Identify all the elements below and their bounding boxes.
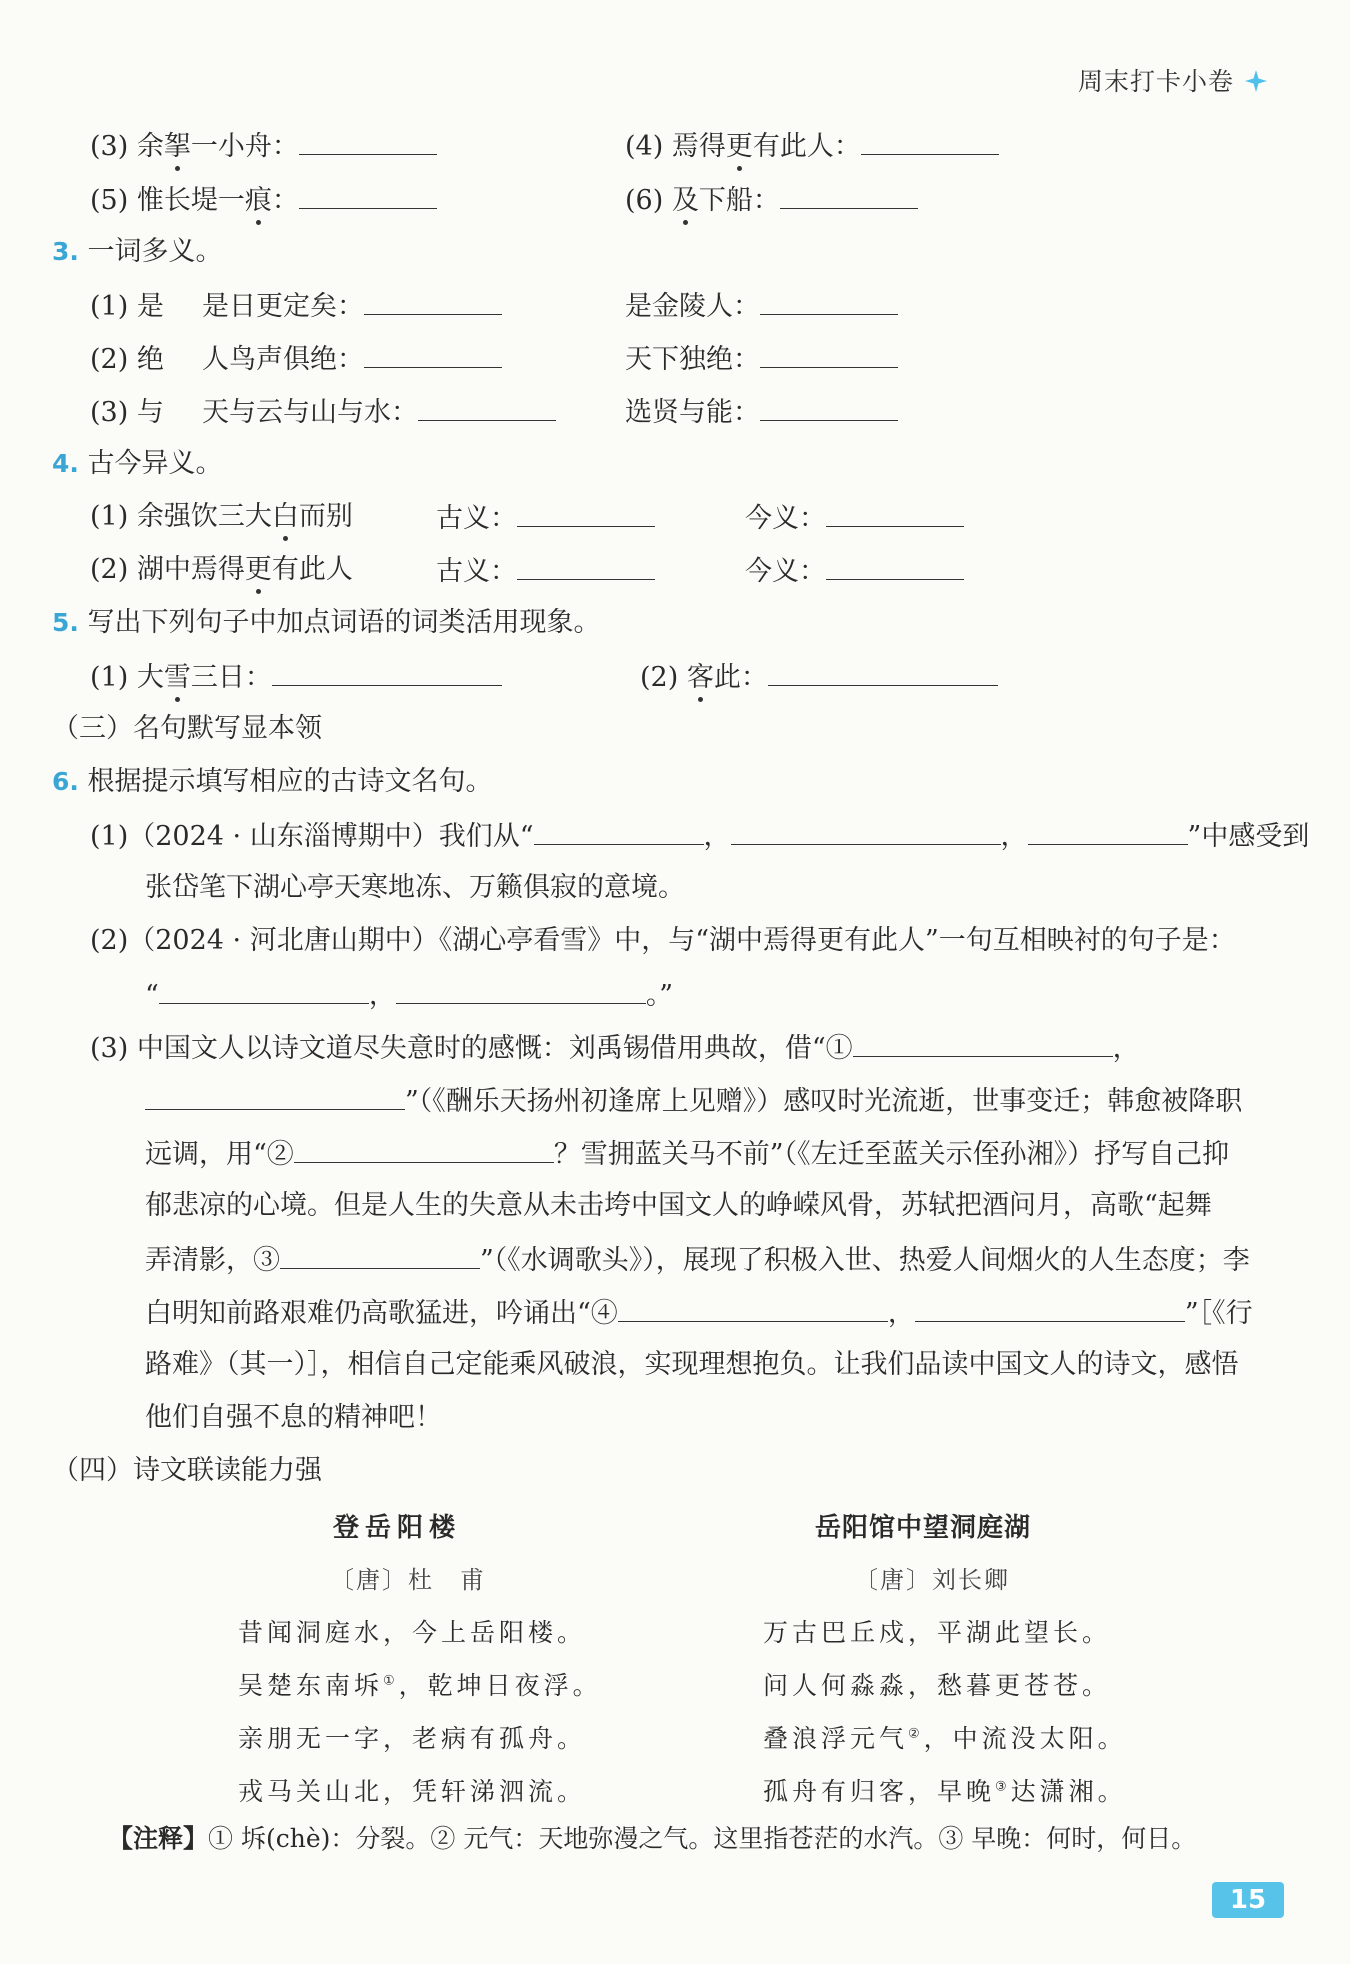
footnote-marker: ③ [995, 1779, 1011, 1795]
poem-2-title: 岳阳馆中望洞庭湖 [815, 1513, 1032, 1543]
q2-item-5: (5) 惟长堤一痕： [90, 182, 437, 218]
notes-label: 【注释】 [108, 1824, 209, 1853]
answer-blank[interactable] [768, 659, 998, 686]
q3-heading [52, 235, 223, 269]
answer-blank[interactable] [780, 182, 918, 209]
q2-item-3: (3) 余挐一小舟： [90, 128, 437, 164]
answer-blank[interactable] [364, 341, 502, 368]
q4-row-1: (1) 余强饮三大白而别 [90, 501, 353, 532]
answer-blank[interactable] [760, 288, 898, 315]
q3-row-3-b: 选贤与能： [625, 394, 898, 430]
footnote-marker: ② [908, 1726, 924, 1742]
q6-sub-1-line2: 张岱笔下湖心亭天寒地冻、万籁俱寂的意境。 [145, 872, 685, 903]
q4-row-2-jin: 今义： [745, 553, 964, 589]
q3-row-2-b: 天下独绝： [625, 341, 898, 377]
answer-blank[interactable] [299, 182, 437, 209]
answer-blank[interactable] [826, 553, 964, 580]
answer-blank[interactable] [517, 553, 655, 580]
question-number: 6. [52, 767, 79, 796]
answer-blank[interactable] [731, 818, 1001, 845]
q2-item-6: (6) 及下船： [625, 182, 918, 218]
poem-1-author: 〔唐〕杜 甫 [330, 1566, 486, 1594]
question-title: 写出下列句子中加点词语的词类活用现象。 [87, 607, 601, 638]
q5-heading [52, 606, 601, 640]
notes-text: ① 坼(chè)：分裂。② 元气：天地弥漫之气。这里指苍茫的水汽。③ 早晚：何时，何日。 [208, 1824, 1197, 1853]
poem-1-line-3: 亲朋无一字，老病有孤舟。 [238, 1724, 587, 1753]
poem-2-line-3: 叠浪浮元气②，中流没太阳。 [763, 1724, 1127, 1753]
question-number: 5. [52, 608, 79, 637]
q6-sub-3-line5: 弄清影，③ ”（《水调歌头》），展现了积极入世、热爱人间烟火的人生态度；李 [145, 1242, 1250, 1278]
poem-1-title: 登岳阳楼 [333, 1513, 462, 1543]
answer-blank[interactable] [299, 128, 437, 155]
answer-blank[interactable] [364, 288, 502, 315]
answer-blank[interactable] [534, 818, 704, 845]
answer-blank[interactable] [272, 659, 502, 686]
answer-blank[interactable] [145, 1083, 405, 1110]
header-title [1078, 62, 1269, 98]
answer-blank[interactable] [418, 394, 556, 421]
question-number: 3. [52, 237, 79, 266]
q6-heading [52, 765, 493, 799]
answer-blank[interactable] [760, 341, 898, 368]
q3-row-1-b: 是金陵人： [625, 288, 898, 324]
q6-sub-3-line6: 白明知前路艰难仍高歌猛进，吟诵出“④ ， ”［《行 [145, 1295, 1253, 1331]
q6-sub-1: (1)（2024 · 山东淄博期中）我们从“ ， ， ”中感受到 [90, 818, 1309, 854]
answer-blank[interactable] [294, 1136, 554, 1163]
answer-blank[interactable] [396, 977, 646, 1004]
poem-1-line-2: 吴楚东南坼①，乾坤日夜浮。 [238, 1671, 602, 1700]
question-title: 古今异义。 [87, 448, 223, 479]
poem-1-line-1: 昔闻洞庭水，今上岳阳楼。 [238, 1618, 587, 1647]
q3-row-1: (1) 是 是日更定矣： [90, 288, 502, 324]
q4-row-2-gu: 古义： [436, 553, 655, 589]
poem-2-line-4: 孤舟有归客，早晚③达潇湘。 [763, 1777, 1127, 1806]
poem-1-line-4: 戎马关山北，凭轩涕泗流。 [238, 1777, 587, 1806]
answer-blank[interactable] [760, 394, 898, 421]
q2-item-4: (4) 焉得更有此人： [625, 128, 999, 164]
q4-row-1-jin: 今义： [745, 500, 964, 536]
q4-heading [52, 447, 223, 481]
answer-blank[interactable] [915, 1295, 1185, 1322]
q5-item-1: (1) 大雪三日： [90, 659, 502, 695]
q6-sub-3-line7: 路难》（其一）］，相信自己定能乘风破浪，实现理想抱负。让我们品读中国文人的诗文，感悟 [145, 1349, 1239, 1380]
poem-2-line-2: 问人何淼淼，愁暮更苍苍。 [763, 1671, 1112, 1700]
poem-2-line-1: 万古巴丘戍，平湖此望长。 [763, 1618, 1112, 1647]
q3-row-2: (2) 绝 人鸟声俱绝： [90, 341, 502, 377]
question-number: 4. [52, 449, 79, 478]
poem-2-author: 〔唐〕刘长卿 [854, 1566, 1010, 1594]
q6-sub-3-line2: ”（《酬乐天扬州初逢席上见赠》）感叹时光流逝，世事变迁；韩愈被降职 [145, 1083, 1242, 1119]
q4-row-1-gu: 古义： [436, 500, 655, 536]
q6-sub-3-line8: 他们自强不息的精神吧！ [145, 1402, 442, 1433]
answer-blank[interactable] [853, 1030, 1113, 1057]
section-3-title: （三）名句默写显本领 [52, 713, 322, 744]
q6-sub-3-line4: 郁悲凉的心境。但是人生的失意从未击垮中国文人的峥嵘风骨，苏轼把酒问月，高歌“起舞 [145, 1190, 1212, 1221]
q3-row-3: (3) 与 天与云与山与水： [90, 394, 556, 430]
answer-blank[interactable] [826, 500, 964, 527]
footnote-marker: ① [383, 1673, 399, 1689]
sparkle-icon [1243, 68, 1269, 94]
q6-sub-3-line3: 远调，用“② ？雪拥蓝关马不前”（《左迁至蓝关示侄孙湘》）抒写自己抑 [145, 1136, 1229, 1172]
answer-blank[interactable] [861, 128, 999, 155]
q6-sub-3-line1: (3) 中国文人以诗文道尽失意时的感慨：刘禹锡借用典故，借“① ， [90, 1030, 1140, 1066]
answer-blank[interactable] [280, 1242, 480, 1269]
question-title: 根据提示填写相应的古诗文名句。 [87, 766, 493, 797]
q6-sub-2-line2: “ ， 。” [145, 977, 673, 1013]
header-title-text: 周末打卡小卷 [1078, 67, 1235, 96]
answer-blank[interactable] [618, 1295, 888, 1322]
q4-row-2: (2) 湖中焉得更有此人 [90, 554, 353, 585]
page-number-badge: 15 [1212, 1882, 1284, 1918]
section-4-title: （四）诗文联读能力强 [52, 1455, 322, 1486]
annotation-notes [108, 1822, 1196, 1856]
answer-blank[interactable] [517, 500, 655, 527]
q5-item-2: (2) 客此： [640, 659, 998, 695]
answer-blank[interactable] [159, 977, 369, 1004]
question-title: 一词多义。 [87, 236, 223, 267]
answer-blank[interactable] [1028, 818, 1188, 845]
q6-sub-2: (2)（2024 · 河北唐山期中）《湖心亭看雪》中，与“湖中焉得更有此人”一句互相映衬的句子是： [90, 925, 1236, 956]
